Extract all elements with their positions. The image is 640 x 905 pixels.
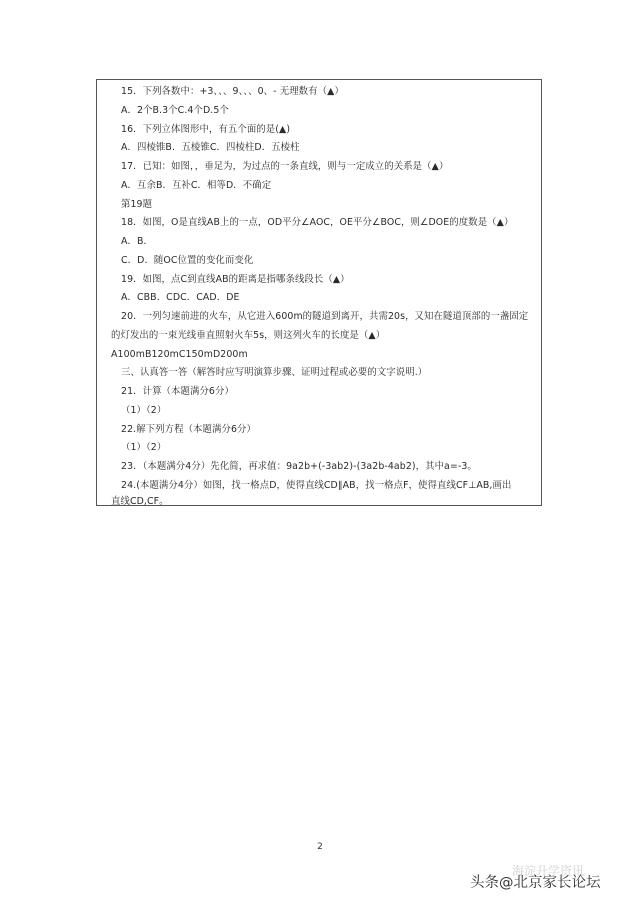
q22-stem: 22.解下列方程（本题满分6分） — [121, 424, 256, 435]
q17-stem: 17．已知：如图，，垂足为，为过点的一条直线，则与一定成立的关系是（▲） — [121, 161, 449, 172]
q15-stem: 15．下列各数中：+3、、、9、、、0、- 无理数有（▲） — [121, 86, 344, 97]
watermark-ghost: 海淀升学资讯 — [512, 864, 585, 878]
q16-options: A．四棱锥B．五棱锥C．四棱柱D．五棱柱 — [121, 142, 300, 153]
q15-options: A．2个B.3个C.4个D.5个 — [121, 105, 229, 116]
q18-stem: 18．如图，O是直线AB上的一点，OD平分∠AOC，OE平分∠BOC，则∠DOE的度数是（▲） — [121, 217, 514, 228]
q18-options-ab: A．B． — [121, 236, 153, 247]
q21-parts: （1）（2） — [121, 405, 167, 416]
q20-options: A100mB120mC150mD200m — [111, 349, 248, 360]
q20-stem-line2: 的灯发出的一束光线垂直照射火车5s，则这列火车的长度是（▲） — [111, 330, 386, 341]
q18-options-cd: C．D．随OC位置的变化而变化 — [121, 255, 254, 266]
q16-stem: 16．下列立体图形中，有五个面的是(▲) — [121, 124, 291, 135]
section-three-heading: 三、认真答一答（解答时应写明演算步骤、证明过程或必要的文字说明.） — [121, 367, 428, 378]
q19-options: A．CBB．CDC．CAD．DE — [121, 292, 240, 303]
figure-caption-19: 第19题 — [121, 199, 153, 210]
q17-options: A．互余B．互补C．相等D．不确定 — [121, 180, 272, 191]
page-number: 2 — [317, 842, 323, 852]
q23-stem: 23．（本题满分4分）先化简，再求值：9a2b+(-3ab2)-(3a2b-4ab2)，其中a=-3。 — [121, 461, 477, 472]
q19-stem: 19．如图，点C到直线AB的距离是指哪条线段长（▲） — [121, 274, 350, 285]
q22-parts: （1）（2） — [121, 442, 167, 453]
q20-stem-line1: 20．一列匀速前进的火车，从它进入600m的隧道到离开，共需20s，又知在隧道顶部的一盏固定 — [121, 311, 529, 322]
q24-stem-line1: 24.(本题满分4分）如图，找一格点D，使得直线CD∥AB，找一格点F，使得直线CF⊥AB,画出 — [121, 480, 512, 491]
q21-stem: 21．计算（本题满分6分） — [121, 386, 234, 397]
watermark: 头条@北京家长论坛 — [470, 875, 601, 891]
q24-stem-line2: 直线CD,CF。 — [111, 496, 169, 507]
question-sheet — [96, 79, 542, 506]
